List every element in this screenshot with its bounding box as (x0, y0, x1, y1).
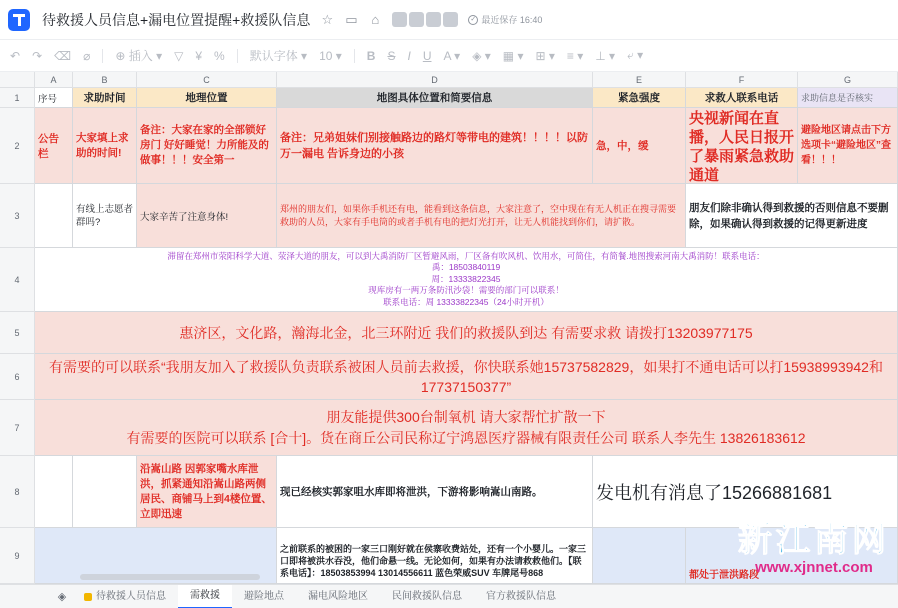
row-header-1[interactable]: 1 (0, 88, 35, 108)
tab-need-rescue[interactable] (178, 585, 232, 608)
toolbar-divider (102, 49, 103, 63)
oxygen-line-2: 有需要的医院可以联系 [合十]。货在商丘公司民称辽宁鸿恩医疗器械有限责任公司 联系人李先生 13826183612 (126, 429, 806, 446)
row-header-7[interactable]: 7 (0, 400, 35, 456)
row-header-8[interactable]: 8 (0, 456, 35, 528)
formatting-toolbar (0, 40, 898, 72)
time-notice: 大家填上求助的时间! (76, 131, 129, 159)
cell-b2[interactable] (73, 108, 137, 184)
lock-icon (84, 593, 92, 601)
title-bar (0, 0, 898, 40)
strikethrough-icon[interactable]: S (387, 48, 396, 63)
cell-g2[interactable] (798, 108, 898, 184)
tab-label: 漏电风险地区 (308, 590, 368, 602)
header-cell-time[interactable] (73, 88, 137, 108)
cell-d9[interactable] (277, 528, 593, 584)
drone-notice: 郑州的朋友们，如果你手机还有电，能看到这条信息，大家注意了，空中现在有无人机正在搜寻需要救助的人员，大家有手电筒的或者手机有电的把灯光打开，让无人机能找到你们，请扩散。 (280, 203, 677, 227)
valign-icon[interactable]: ⊥ ▾ (595, 48, 616, 63)
cell-b3[interactable] (73, 184, 137, 248)
collaborator-avatars[interactable] (392, 12, 460, 27)
column-header-c[interactable]: C (137, 72, 277, 88)
insert-button[interactable]: ⊕ 插入 ▾ (115, 49, 163, 63)
sheet-list-icon[interactable]: ◈ (57, 591, 67, 603)
cell-a3[interactable] (35, 184, 73, 248)
dayu-line-3: 周：13333822345 (431, 273, 501, 284)
font-family-select[interactable]: 默认字体 ▾ (249, 49, 308, 63)
document-title[interactable]: 待救援人员信息+漏电位置提醒+救援队信息 (42, 11, 311, 28)
column-header-b[interactable]: B (73, 72, 137, 88)
header-details: 地图具体位置和简要信息 (376, 92, 493, 104)
header-cell-phone[interactable] (686, 88, 798, 108)
watermark-url: www.xjnnet.com (755, 559, 873, 576)
rescue-contact-info: 有需要的可以联系“我朋友加入了救援队负责联系被困人员前去救援，你快联系她15737582829，如果打不通电话可以打15938993942和17737150377” (49, 358, 883, 395)
align-icon[interactable]: ≡ ▾ (566, 48, 584, 63)
avatar[interactable] (443, 12, 458, 27)
cell-row5-merged[interactable] (35, 312, 898, 354)
cell-e9[interactable] (593, 528, 686, 584)
select-all-corner[interactable] (0, 72, 35, 88)
tab-shelters[interactable] (232, 585, 296, 608)
tab-label: 避险地点 (244, 590, 284, 602)
dayu-line-1: 滞留在郑州市荥阳科学大道、荥泽大道的朋友，可以到大禹消防厂区暂避风雨，厂区备有吹风机、饮用水，可简住，有简餐.地图搜索河南大禹消防！联系电话： (167, 250, 765, 261)
font-size-value: 10 (319, 48, 333, 63)
take-care-note: 大家辛苦了注意身体! (140, 211, 229, 223)
toolbar-divider (354, 49, 355, 63)
row-header-5[interactable]: 5 (0, 312, 35, 354)
font-size-select[interactable]: 10 ▾ (319, 48, 342, 63)
tab-electric-risk[interactable] (296, 585, 380, 608)
underline-icon[interactable]: U (422, 48, 432, 63)
urgency-levels: 急，中，缓 (596, 140, 649, 152)
watermark-logo (738, 512, 890, 576)
huiji-rescue-team: 惠济区，文化路，瀚海北金，北三环附近 我们的救援队到达 有需要求救 请拨打13203977175 (179, 324, 753, 341)
notice-board-label: 公告栏 (38, 132, 59, 160)
tab-civil-rescue-teams[interactable] (380, 585, 474, 608)
document-info-icon[interactable]: ▭ (345, 11, 358, 27)
borders-icon[interactable]: ▦ ▾ (502, 48, 524, 63)
redo-icon[interactable]: ↷ (32, 48, 43, 63)
header-cell-details[interactable] (277, 88, 593, 108)
cell-c2[interactable] (137, 108, 277, 184)
sheet-tab-bar (0, 584, 898, 608)
header-cell-verified[interactable] (798, 88, 898, 108)
keep-info-notice: 朋友们除非确认得到救援的否则信息不要删除，如果确认得到救援的记得更新进度 (689, 201, 889, 230)
app-logo-icon[interactable] (8, 9, 30, 31)
wrap-icon[interactable]: ⤶ ▾ (627, 48, 644, 62)
column-header-e[interactable]: E (593, 72, 686, 88)
header-verified: 求助信息是否核实 (801, 93, 874, 103)
column-header-f[interactable]: F (686, 72, 798, 88)
safety-notice: 备注：大家在家的全部锁好房门 好好睡觉！力所能及的做事！！！安全第一 (140, 124, 269, 166)
cell-a8[interactable] (35, 456, 73, 528)
header-time: 求助时间 (83, 92, 126, 104)
cell-row7-merged[interactable] (35, 400, 898, 456)
toolbar-divider (237, 49, 238, 63)
save-status-text: 最近保存 16:40 (481, 15, 543, 25)
trapped-family-info: 之前联系的被困的一家三口刚好就在侯寨收费站处，还有一个小婴儿。一家三口即将被洪水吞没，他们命悬一线。无论如何，如果有办法请救救他们。【联系电话】：18503853994 13014556611 蓝色荣威SUV 车牌尾号868 (280, 544, 587, 578)
column-header-d[interactable]: D (277, 72, 593, 88)
songshan-road-warning: 沿嵩山路 因郭家嘴水库泄洪，抓紧通知沿嵩山路两侧居民、商铺马上到4楼位置、立即迅速 (140, 462, 272, 520)
cell-f2[interactable] (686, 108, 798, 184)
paint-format-icon[interactable]: ⌫ (54, 48, 72, 63)
shelter-tab-notice: 避险地区请点击下方选项卡“避险地区”查看！！！ (801, 125, 891, 166)
cell-b8[interactable] (73, 456, 137, 528)
merge-icon[interactable]: ⊞ ▾ (535, 48, 555, 63)
clear-format-icon[interactable]: ⌀ (83, 48, 91, 63)
filter-icon[interactable]: ▽ (174, 48, 184, 63)
check-circle-icon: ✓ (468, 15, 478, 25)
cell-row6-merged[interactable] (35, 354, 898, 400)
row-header-6[interactable]: 6 (0, 354, 35, 400)
generator-contact: 发电机有消息了15266881681 (596, 482, 833, 503)
oxygen-line-1: 朋友能提供300台制氧机 请大家帮忙扩散一下 (326, 408, 606, 425)
cell-a2[interactable] (35, 108, 73, 184)
save-status (468, 13, 542, 26)
spreadsheet-grid[interactable] (0, 72, 898, 584)
fill-color-icon[interactable]: ◈ ▾ (472, 48, 491, 63)
row-header-9[interactable]: 9 (0, 528, 35, 584)
volunteer-question: 有线上志愿者群吗? (76, 203, 134, 228)
header-cell-seq[interactable] (35, 88, 73, 108)
cell-f3[interactable] (686, 184, 898, 248)
tab-label: 官方救援队信息 (486, 590, 556, 602)
tab-official-rescue-teams[interactable] (474, 585, 568, 608)
collaborators-icon[interactable]: ⌂ (371, 11, 380, 27)
header-cell-urgency[interactable] (593, 88, 686, 108)
reservoir-confirmed: 现已经核实郭家咀水库即将泄洪，下游将影响嵩山南路。 (280, 486, 543, 498)
column-header-g[interactable]: G (798, 72, 898, 88)
row-header-4[interactable]: 4 (0, 248, 35, 312)
row-header-3[interactable]: 3 (0, 184, 35, 248)
dayu-fire-info (38, 251, 894, 309)
cell-d8[interactable] (277, 456, 593, 528)
avatar[interactable] (409, 12, 424, 27)
percent-icon[interactable]: % (214, 48, 225, 63)
tab-label: 需救援 (190, 589, 220, 601)
column-header-a[interactable]: A (35, 72, 73, 88)
row-header-2[interactable]: 2 (0, 108, 35, 184)
tab-pending-rescue[interactable] (72, 585, 178, 608)
cell-e2[interactable] (593, 108, 686, 184)
avatar[interactable] (392, 12, 407, 27)
header-cell-location[interactable] (137, 88, 277, 108)
font-family-value: 默认字体 (249, 49, 298, 63)
dayu-line-2: 禹：18503840119 (431, 262, 501, 273)
cell-d3[interactable] (277, 184, 686, 248)
header-location: 地理位置 (185, 92, 228, 104)
watermark-title: 新江南网 (738, 521, 890, 559)
dayu-line-4: 现库房有一两万条防汛沙袋！需要的部门可以联系！ (368, 285, 564, 296)
star-icon[interactable]: ☆ (321, 11, 334, 27)
bold-icon[interactable]: B (366, 48, 376, 63)
cell-c3[interactable] (137, 184, 277, 248)
tab-label: 待救援人员信息 (96, 590, 166, 602)
flood-route-note: 都处于泄洪路段 (689, 570, 759, 581)
horizontal-scrollbar[interactable] (80, 574, 260, 580)
cell-d2[interactable] (277, 108, 593, 184)
header-seq: 序号 (38, 93, 58, 105)
number-format-icon[interactable]: ¥ (195, 48, 203, 63)
undo-icon[interactable]: ↶ (10, 48, 21, 63)
avatar[interactable] (426, 12, 441, 27)
italic-icon[interactable]: I (407, 48, 411, 63)
header-phone: 求救人联系电话 (704, 92, 779, 104)
text-color-icon[interactable]: A ▾ (443, 48, 461, 63)
cell-c8[interactable] (137, 456, 277, 528)
cctv-notice: 央视新闻在直播，人民日报开了暴雨紧急救助通道 (689, 110, 795, 184)
dayu-line-5: 联系电话：周 13333822345（24小时开机） (383, 296, 549, 307)
insert-label: 插入 (128, 49, 153, 63)
tab-label: 民间救援队信息 (392, 590, 462, 602)
cell-row4-merged[interactable] (35, 248, 898, 312)
oxygen-supply-info (38, 407, 894, 449)
electric-warning: 备注：兄弟姐妹们别接触路边的路灯等带电的建筑！！！！以防万一漏电 告诉身边的小孩 (280, 131, 588, 160)
header-urgency: 紧急强度 (618, 92, 660, 104)
